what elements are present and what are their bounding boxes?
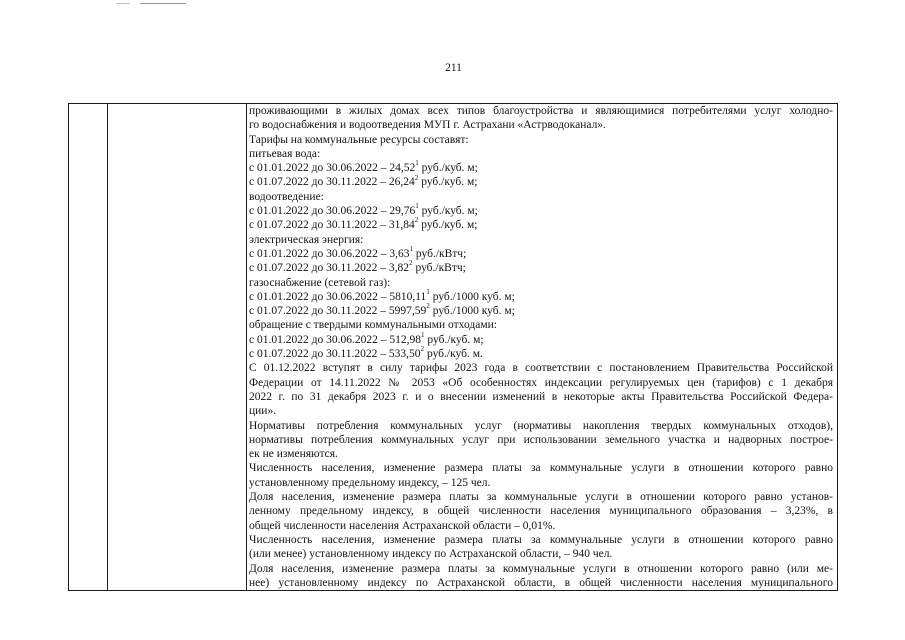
footnote-marker: 1: [415, 159, 419, 168]
footnote-marker: 1: [409, 245, 414, 254]
resource-heading: питьевая вода:: [249, 147, 321, 160]
tariff-unit: руб./1000 куб. м;: [429, 290, 515, 303]
table-cell-content: [249, 104, 833, 590]
tariff-period-value: с 01.01.2022 до 30.06.2022 – 3,63: [249, 247, 410, 260]
tariff-line: [249, 161, 833, 175]
tariffs-heading: Тарифы на коммунальные ресурсы составят:: [249, 133, 469, 146]
tariff-line: [249, 347, 833, 361]
scan-artifact-line: [140, 3, 186, 4]
tariff-unit: руб./куб. м;: [418, 219, 478, 232]
table-column-divider: [246, 103, 247, 591]
footnote-marker: 1: [415, 202, 419, 211]
table-column-divider: [107, 103, 108, 591]
body-line: нормативы потребления коммунальных услуг при использовании земельного участка и надворных построе-: [249, 433, 833, 446]
tariff-period-value: с 01.07.2022 до 30.11.2022 – 26,24: [249, 176, 415, 189]
scan-artifact-line: [116, 3, 130, 4]
footnote-marker: 2: [414, 216, 419, 225]
tariff-unit: руб./куб. м;: [424, 333, 484, 346]
tariff-unit: руб./куб. м;: [418, 162, 478, 175]
tariff-period-value: с 01.07.2022 до 30.11.2022 – 31,84: [249, 219, 415, 232]
tariff-unit: руб./1000 куб. м;: [429, 305, 515, 318]
tariff-period-value: с 01.01.2022 до 30.06.2022 – 24,52: [249, 162, 416, 175]
body-line: ек не изменяются.: [249, 448, 338, 461]
body-line: Численность населения, изменение размера платы за коммунальные услуги в отношении которого равно: [249, 462, 833, 475]
footnote-marker: 2: [426, 302, 430, 311]
tariff-line: [249, 261, 833, 275]
tariff-unit: руб./куб. м;: [418, 205, 478, 218]
body-line: Численность населения, изменение размера платы за коммунальные услуги в отношении которого равно: [249, 533, 833, 546]
tariff-unit: руб./кВтч;: [413, 247, 467, 260]
body-line: Федерации от 14.11.2022 № 2053 «Об особенностях индексации регулируемых цен (тарифов) с 1 декабря: [249, 376, 833, 389]
tariff-period-value: с 01.07.2022 до 30.11.2022 – 533,50: [249, 348, 421, 361]
tariff-period-value: с 01.07.2022 до 30.11.2022 – 3,82: [249, 262, 410, 275]
tariff-period-value: с 01.01.2022 до 30.06.2022 – 29,76: [249, 205, 416, 218]
tariff-unit: руб./кВтч;: [412, 262, 466, 275]
body-line: ленному предельному индексу, в общей численности населения муниципального образования – 3,23%, в: [249, 505, 833, 518]
tariff-period-value: с 01.01.2022 до 30.06.2022 – 512,98: [249, 333, 421, 346]
tariff-line: [249, 247, 833, 261]
tariff-period-value: с 01.01.2022 до 30.06.2022 – 5810,11: [249, 290, 427, 303]
body-line: Доля населения, изменение размера платы за коммунальные услуги в отношении которого равно установ-: [249, 491, 833, 504]
tariff-line: [249, 287, 833, 304]
footnote-marker: 1: [420, 330, 425, 339]
tariff-line: [249, 330, 833, 347]
body-line: нее) установленному индексу по Астраханской области, в общей численности населения муниципального: [249, 576, 833, 589]
body-line: ции».: [249, 405, 277, 418]
resource-heading: обращение с твердыми коммунальными отходами:: [249, 319, 497, 332]
tariff-line: [249, 218, 833, 232]
tariff-unit: руб./куб. м.: [424, 348, 483, 361]
footnote-marker: 2: [420, 345, 425, 354]
tariff-unit: руб./куб. м;: [418, 176, 478, 189]
page-number: 211: [445, 62, 462, 74]
tariff-line: [249, 175, 833, 189]
body-line: установленному предельному индексу, – 125 чел.: [249, 476, 491, 489]
footnote-marker: 2: [414, 173, 419, 182]
body-line: общей численности населения Астраханской области – 0,01%.: [249, 519, 556, 532]
body-line: проживающими в жилых домах всех типов благоустройства и являющимися потребителями услуг холодно-: [249, 105, 833, 117]
footnote-marker: 2: [409, 259, 413, 268]
body-line: Доля населения, изменение размера платы за коммунальные услуги в отношении которого равно (или ме-: [249, 562, 833, 575]
resource-heading: газоснабжение (сетевой газ):: [249, 276, 391, 289]
tariff-line: [249, 204, 833, 218]
resource-heading: электрическая энергия:: [249, 233, 364, 246]
footnote-marker: 1: [426, 287, 430, 296]
tariff-period-value: с 01.07.2022 до 30.11.2022 – 5997,59: [249, 305, 427, 318]
body-line: 2022 г. по 31 декабря 2023 г. и о внесении изменений в некоторые акты Правительства Российской Федера-: [249, 390, 833, 403]
body-line: (или менее) установленному индексу по Астраханской области, – 940 чел.: [249, 548, 613, 561]
body-line: С 01.12.2022 вступят в силу тарифы 2023 года в соответствии с постановлением Правительства Российской: [249, 362, 833, 375]
body-line: го водоснабжения и водоотведения МУП г. Астрахани «Астрводоканал».: [249, 119, 606, 132]
resource-heading: водоотведение:: [249, 190, 324, 203]
body-line: Нормативы потребления коммунальных услуг (нормативы накопления твердых коммунальных отходов),: [249, 419, 833, 432]
tariff-line: [249, 304, 833, 318]
